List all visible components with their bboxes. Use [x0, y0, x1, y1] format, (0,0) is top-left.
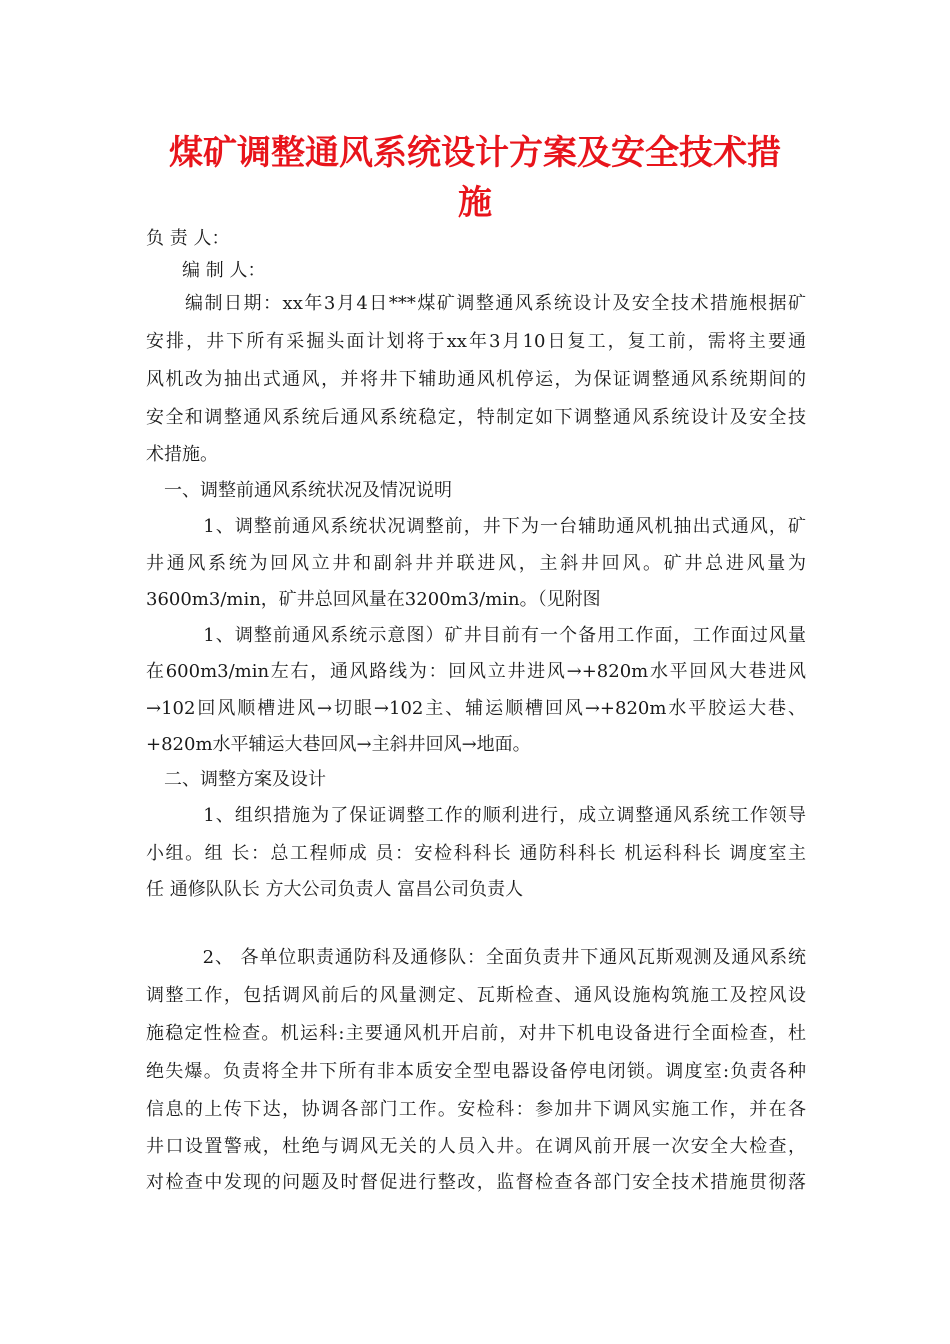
document-title — [140, 128, 810, 228]
body-line: 1、调整前通风系统状况调整前，井下为一台辅助通风机抽出式通风，矿 — [146, 516, 806, 537]
body-line: 对检查中发现的问题及时督促进行整改，监督检查各部门安全技术措施贯彻落 — [146, 1172, 806, 1193]
body-line: +820m水平辅运大巷回风→主斜井回风→地面。 — [146, 734, 531, 755]
responsible-person-line: 负 责 人： — [146, 228, 230, 249]
section-heading-2: 二、调整方案及设计 — [146, 769, 326, 790]
body-line: 风机改为抽出式通风，并将井下辅助通风机停运，为保证调整通风系统期间的 — [146, 369, 806, 390]
body-line: 安全和调整通风系统后通风系统稳定，特制定如下调整通风系统设计及安全技 — [146, 407, 806, 428]
body-line: 1、组织措施为了保证调整工作的顺利进行，成立调整通风系统工作领导 — [146, 805, 806, 826]
body-line: 信息的上传下达，协调各部门工作。安检科：参加井下调风实施工作，并在各 — [146, 1099, 806, 1120]
body-line: 井通风系统为回风立井和副斜井并联进风，主斜井回风。矿井总进风量为 — [146, 553, 806, 574]
body-line: 编制日期：xx年3月4日***煤矿调整通风系统设计及安全技术措施根据矿 — [146, 293, 806, 314]
body-line: 调整工作，包括调风前后的风量测定、瓦斯检查、通风设施构筑施工及控风设 — [146, 985, 806, 1006]
body-line: 在600m3/min左右，通风路线为：回风立井进风→+820m水平回风大巷进风 — [146, 661, 806, 682]
body-line: 2、 各单位职责通防科及通修队：全面负责井下通风瓦斯观测及通风系统 — [146, 947, 806, 968]
editor-line: 编 制 人： — [146, 260, 266, 281]
section-heading-1: 一、调整前通风系统状况及情况说明 — [146, 480, 452, 501]
body-line: 1、调整前通风系统示意图）矿井目前有一个备用工作面，工作面过风量 — [146, 625, 806, 646]
body-line: 绝失爆。负责将全井下所有非本质安全型电器设备停电闭锁。调度室:负责各种 — [146, 1061, 806, 1082]
title-line-1: 煤矿调整通风系统设计方案及安全技术措 — [169, 133, 781, 173]
body-line: 安排，井下所有采掘头面计划将于xx年3月10日复工，复工前，需将主要通 — [146, 331, 806, 352]
title-line-2: 施 — [458, 183, 492, 223]
body-line: 小组。组 长：总工程师成 员：安检科科长 通防科科长 机运科科长 调度室主 — [146, 843, 806, 864]
body-line: 任 通修队队长 方大公司负责人 富昌公司负责人 — [146, 879, 524, 900]
body-line: 3600m3/min，矿井总回风量在3200m3/min。（见附图 — [146, 589, 601, 610]
body-line: 施稳定性检查。机运科:主要通风机开启前，对井下机电设备进行全面检查，杜 — [146, 1023, 806, 1044]
body-line: 井口设置警戒，杜绝与调风无关的人员入井。在调风前开展一次安全大检查， — [146, 1136, 806, 1157]
body-line: 术措施。 — [146, 444, 218, 465]
body-line: →102回风顺槽进风→切眼→102主、辅运顺槽回风→+820m水平胶运大巷、 — [146, 698, 806, 719]
